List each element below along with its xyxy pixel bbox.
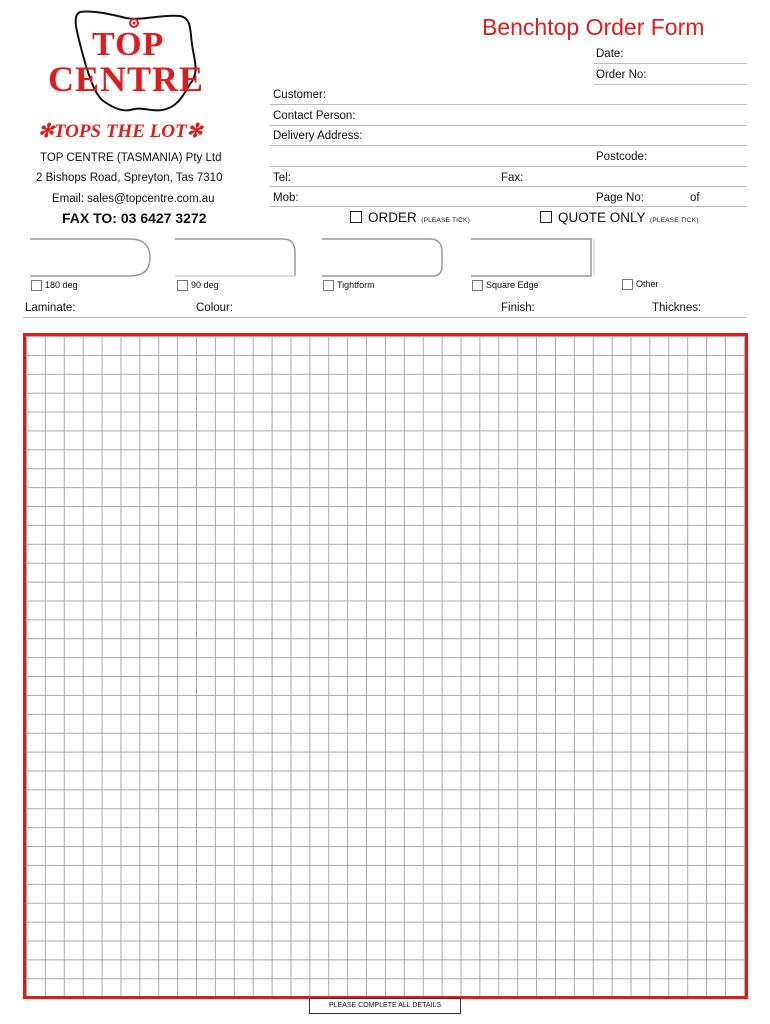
quote-checkbox[interactable] <box>540 211 552 223</box>
star-icon: ✻ <box>186 121 203 142</box>
company-email: Email: sales@topcentre.com.au <box>52 193 215 205</box>
logo-top-text: TOP <box>92 26 165 63</box>
company-name: TOP CENTRE (TASMANIA) Pty Ltd <box>40 152 222 164</box>
tagline <box>38 120 203 143</box>
mob-label: Mob: <box>273 192 299 204</box>
edge-option-other[interactable] <box>622 279 659 290</box>
edge-option-label: 90 deg <box>191 280 219 290</box>
edge-option-180[interactable] <box>31 280 78 291</box>
date-label: Date: <box>596 48 624 60</box>
laminate-label: Laminate: <box>25 302 76 314</box>
quote-option[interactable] <box>540 209 699 227</box>
edge-checkbox[interactable] <box>622 279 633 290</box>
thickness-label: Thicknes: <box>652 302 702 314</box>
material-field[interactable] <box>23 317 747 318</box>
tel-fax-field[interactable] <box>270 186 747 187</box>
customer-field[interactable] <box>270 104 747 105</box>
contact-person-field[interactable] <box>270 125 747 126</box>
fax-label: Fax: <box>501 172 524 184</box>
drawing-grid[interactable] <box>23 333 748 999</box>
logo <box>30 8 248 148</box>
order-no-field[interactable] <box>594 84 747 85</box>
address-line-2-field[interactable] <box>270 166 747 167</box>
company-address: 2 Bishops Road, Spreyton, Tas 7310 <box>36 172 223 184</box>
footer-note: PLEASE COMPLETE ALL DETAILS <box>309 998 461 1014</box>
edge-checkbox[interactable] <box>323 280 334 291</box>
contact-person-label: Contact Person: <box>273 110 356 122</box>
edge-option-tightform[interactable] <box>323 280 375 291</box>
edge-checkbox[interactable] <box>31 280 42 291</box>
logo-centre-text: CENTRE <box>48 59 205 99</box>
order-option[interactable] <box>350 209 470 227</box>
finish-label: Finish: <box>501 302 535 314</box>
page-title: Benchtop Order Form <box>482 14 705 40</box>
page-no-label: Page No: <box>596 192 644 204</box>
tel-label: Tel: <box>273 172 291 184</box>
edge-profile-180-icon <box>30 238 154 278</box>
colour-label: Colour: <box>196 302 234 314</box>
edge-profile-90-icon <box>175 238 299 278</box>
tagline-text: TOPS THE LOT <box>53 121 187 142</box>
star-icon: ✻ <box>38 121 54 142</box>
fax-to: FAX TO: 03 6427 3272 <box>62 210 207 226</box>
page-of-label: of <box>690 192 700 204</box>
order-tick-note: (PLEASE TICK) <box>421 217 470 224</box>
edge-option-label: Tightform <box>337 280 375 290</box>
delivery-address-field[interactable] <box>270 145 747 146</box>
order-checkbox[interactable] <box>350 211 362 223</box>
edge-option-label: Other <box>636 279 659 289</box>
customer-label: Customer: <box>273 89 327 101</box>
quote-tick-note: (PLEASE TICK) <box>649 217 699 224</box>
edge-profile-tightform-icon <box>322 238 446 278</box>
edge-checkbox[interactable] <box>177 280 188 291</box>
edge-option-square[interactable] <box>472 280 539 291</box>
order-label: ORDER <box>368 210 417 225</box>
edge-option-label: 180 deg <box>45 280 78 290</box>
order-no-label: Order No: <box>596 69 647 81</box>
edge-option-label: Square Edge <box>486 280 539 290</box>
date-field[interactable] <box>594 63 747 64</box>
postcode-label: Postcode: <box>596 151 648 163</box>
delivery-address-label: Delivery Address: <box>273 130 363 142</box>
edge-profile-square-icon <box>471 238 597 278</box>
quote-label: QUOTE ONLY <box>558 210 646 225</box>
edge-checkbox[interactable] <box>472 280 483 291</box>
mob-field[interactable] <box>270 206 747 207</box>
edge-option-90[interactable] <box>177 280 219 291</box>
